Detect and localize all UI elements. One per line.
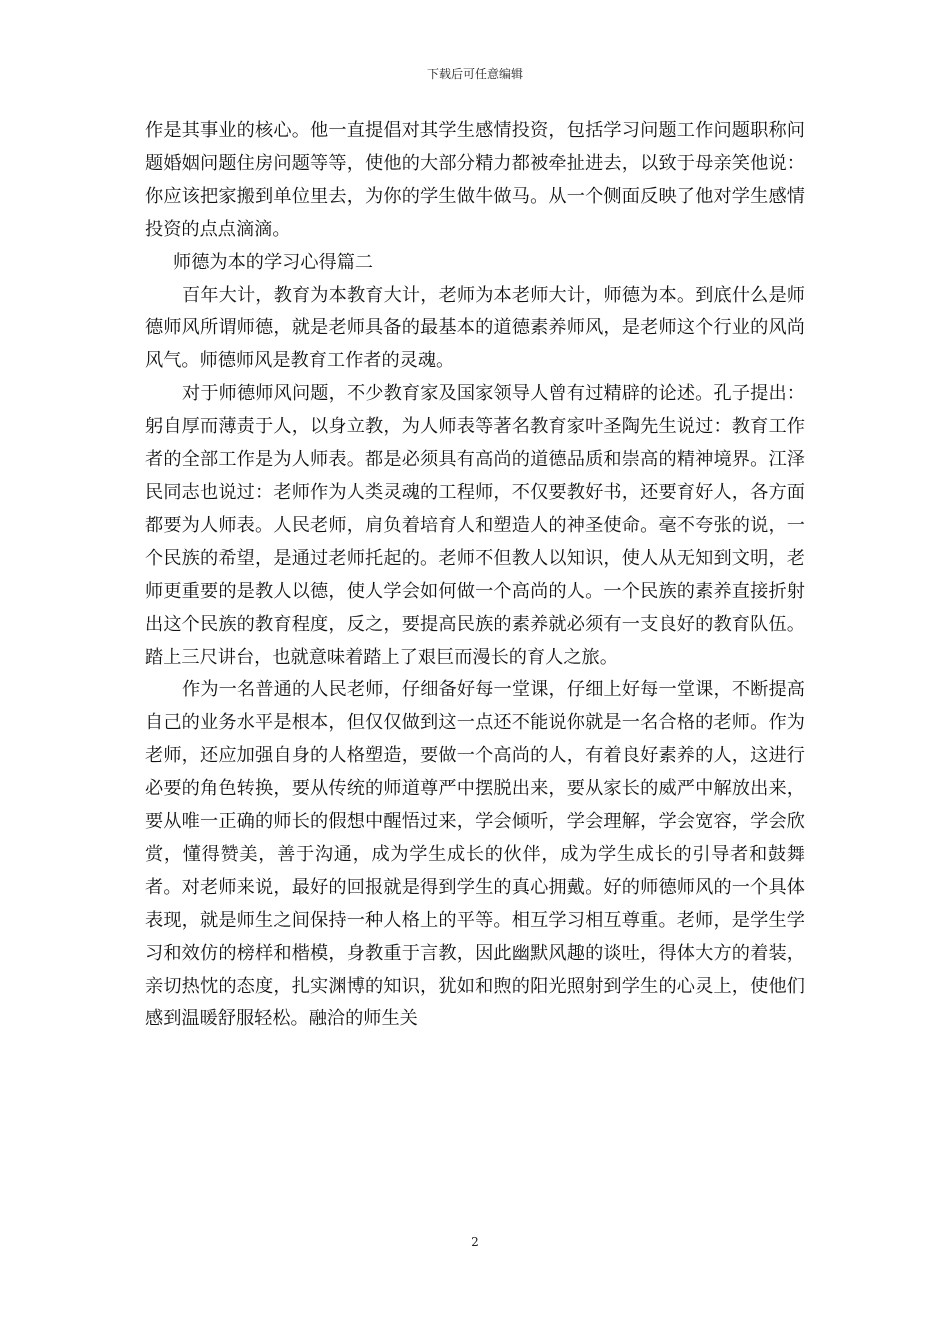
document-body xyxy=(145,115,805,1036)
section-heading: 师德为本的学习心得篇二 xyxy=(173,251,374,273)
paragraph-continuation: 作是其事业的核心。他一直提倡对其学生感情投资，包括学习问题工作问题职称问题婚姻问题住房问题等等，使他的大部分精力都被牵扯进去，以致于母亲笑他说：你应该把家搬到单位里去，为你的学生做牛做马。从一个侧面反映了他对学生感情投资的点点滴滴。 xyxy=(145,120,805,240)
page-header: 下载后可任意编辑 xyxy=(426,67,523,81)
page-number: 2 xyxy=(471,1235,479,1249)
paragraph-teacher-role: 作为一名普通的人民老师，仔细备好每一堂课，仔细上好每一堂课，不断提高自己的业务水平是根本，但仅仅做到这一点还不能说你就是一名合格的老师。作为老师，还应加强自身的人格塑造，要做一个高尚的人，有着良好素养的人，这进行必要的角色转换，要从传统的师道尊严中摆脱出来，要从家长的威严中解放出来，要从唯一正确的师长的假想中醒悟过来，学会倾听，学会理解，学会宽容，学会欣赏，懂得赞美，善于沟通，成为学生成长的伙伴，成为学生成长的引导者和鼓舞者。对老师来说，最好的回报就是得到学生的真心拥戴。好的师德师风的一个具体表现，就是师生之间保持一种人格上的平等。相互学习相互尊重。老师，是学生学习和效仿的榜样和楷模，身教重于言教，因此幽默风趣的谈吐，得体大方的着装，亲切热忱的态度，扎实渊博的知识，犹如和煦的阳光照射到学生的心灵上，使他们感到温暖舒服轻松。融洽的师生关 xyxy=(145,679,805,1030)
paragraph-intro: 百年大计，教育为本教育大计，老师为本老师大计，师德为本。到底什么是师德师风所谓师德，就是老师具备的最基本的道德素养师风，是老师这个行业的风尚风气。师德师风是教育工作者的灵魂。 xyxy=(145,284,805,372)
paragraph-quotes: 对于师德师风问题，不少教育家及国家领导人曾有过精辟的论述。孔子提出：躬自厚而薄责于人，以身立教，为人师表等著名教育家叶圣陶先生说过：教育工作者的全部工作是为人师表。都是必须具有高尚的道德品质和崇高的精神境界。江泽民同志也说过：老师作为人类灵魂的工程师，不仅要教好书，还要育好人，各方面都要为人师表。人民老师，肩负着培育人和塑造人的神圣使命。毫不夸张的说，一个民族的希望，是通过老师托起的。老师不但教人以知识，使人从无知到文明，老师更重要的是教人以德，使人学会如何做一个高尚的人。一个民族的素养直接折射出这个民族的教育程度，反之，要提高民族的素养就必须有一支良好的教育队伍。踏上三尺讲台，也就意味着踏上了艰巨而漫长的育人之旅。 xyxy=(145,383,805,668)
